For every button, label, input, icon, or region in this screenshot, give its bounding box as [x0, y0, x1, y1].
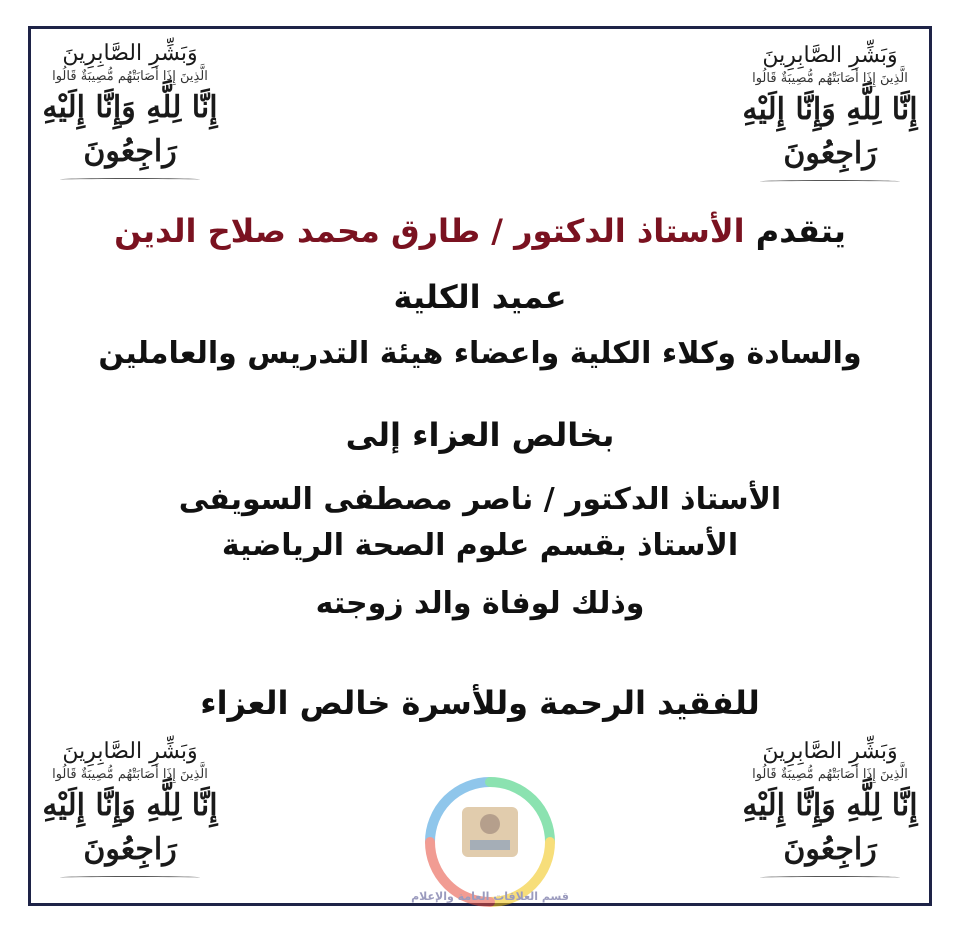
verse-line-2: الَّذِينَ إِذَا أَصَابَتْهُم مُّصِيبَةٌ قَالُوا [52, 767, 208, 782]
intro-word: يتقدم [755, 212, 846, 250]
verse-flourish [60, 876, 200, 879]
verse-line-3: إِنَّا لِلَّهِ وَإِنَّا إِلَيْهِ رَاجِعُونَ [742, 788, 918, 867]
condolence-line: بخالص العزاء إلى [345, 416, 615, 454]
verse-ornament-bottom-left [30, 738, 230, 878]
verse-line-2: الَّذِينَ إِذَا أَصَابَتْهُم مُّصِيبَةٌ قَالُوا [752, 71, 908, 86]
verse-line-1: وَبَشِّرِ الصَّابِرِينَ [62, 739, 198, 764]
logo-icon [400, 752, 580, 912]
verse-line-2: الَّذِينَ إِذَا أَصَابَتْهُم مُّصِيبَةٌ قَالُوا [752, 767, 908, 782]
dean-name: الأستاذ الدكتور / طارق محمد صلاح الدين [114, 212, 745, 250]
logo-caption: قسم العلاقات العامة والإعلام [411, 890, 569, 903]
verse-flourish [760, 876, 900, 879]
verse-ornament-top-right [730, 42, 930, 182]
verse-line-1: وَبَشِّرِ الصَّابِرِينَ [762, 739, 898, 764]
faculty-logo-watermark [400, 752, 580, 912]
verse-line-3: إِنَّا لِلَّهِ وَإِنَّا إِلَيْهِ رَاجِعُونَ [42, 90, 218, 169]
verse-flourish [60, 178, 200, 181]
verse-flourish [760, 180, 900, 183]
verse-line-1: وَبَشِّرِ الصَّابِرِينَ [62, 41, 198, 66]
verse-line-3: إِنَّا لِلَّهِ وَإِنَّا إِلَيْهِ رَاجِعُونَ [742, 92, 918, 171]
reason-line: وذلك لوفاة والد زوجته [315, 586, 645, 621]
verse-ornament-bottom-right [730, 738, 930, 878]
verse-line-3: إِنَّا لِلَّهِ وَإِنَّا إِلَيْهِ رَاجِعُونَ [42, 788, 218, 867]
sender-line [60, 212, 900, 250]
dean-title: عميد الكلية [393, 278, 567, 316]
verse-line-1: وَبَشِّرِ الصَّابِرِينَ [762, 43, 898, 68]
verse-line-2: الَّذِينَ إِذَا أَصَابَتْهُم مُّصِيبَةٌ قَالُوا [52, 69, 208, 84]
verse-ornament-top-left [30, 40, 230, 180]
staff-line: والسادة وكلاء الكلية واعضاء هيئة التدريس والعاملين [98, 336, 862, 371]
closing-line: للفقيد الرحمة وللأسرة خالص العزاء [200, 684, 760, 722]
recipient-name: الأستاذ الدكتور / ناصر مصطفى السويفى [178, 482, 782, 517]
recipient-department: الأستاذ بقسم علوم الصحة الرياضية [221, 528, 739, 563]
